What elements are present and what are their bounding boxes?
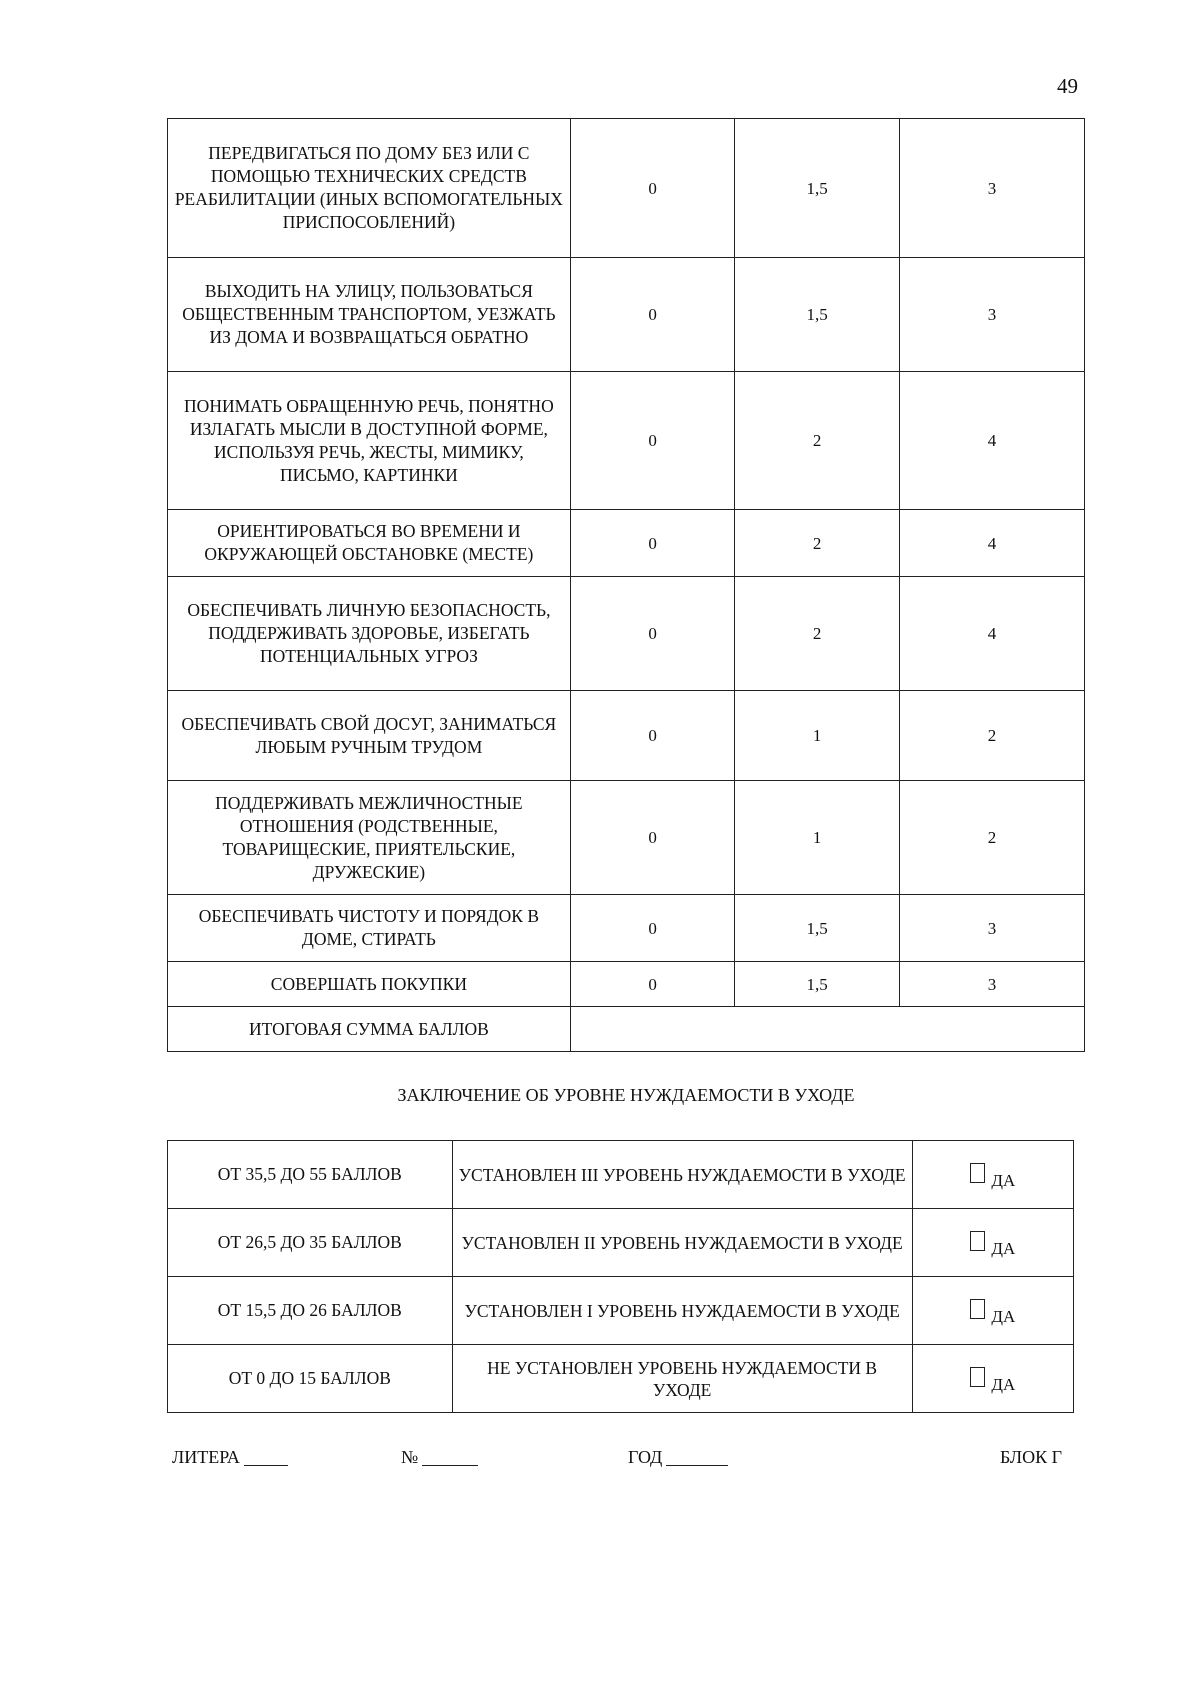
- yes-label: ДА: [991, 1306, 1016, 1326]
- yes-label: ДА: [991, 1374, 1016, 1394]
- activity-row: [168, 372, 1085, 510]
- year-label: ГОД: [628, 1447, 663, 1467]
- score-cell-2: 1,5: [735, 258, 900, 372]
- care-level-row: [168, 1345, 1074, 1413]
- activity-row: [168, 895, 1085, 962]
- activity-label: СОВЕРШАТЬ ПОКУПКИ: [168, 962, 571, 1007]
- total-value-field[interactable]: [570, 1007, 1084, 1052]
- litera-blank[interactable]: [244, 1447, 288, 1466]
- score-cell-2: 1,5: [735, 962, 900, 1007]
- yes-checkbox-cell[interactable]: [912, 1345, 1073, 1413]
- conclusion-title: ЗАКЛЮЧЕНИЕ ОБ УРОВНЕ НУЖДАЕМОСТИ В УХОДЕ: [397, 1085, 855, 1105]
- total-label: ИТОГОВАЯ СУММА БАЛЛОВ: [168, 1007, 571, 1052]
- activity-row: [168, 258, 1085, 372]
- score-cell-1: 0: [570, 962, 735, 1007]
- checkbox-icon[interactable]: [970, 1163, 985, 1183]
- checkbox-icon[interactable]: [970, 1367, 985, 1387]
- score-range: ОТ 15,5 ДО 26 БАЛЛОВ: [168, 1277, 453, 1345]
- score-cell-3: 3: [899, 895, 1084, 962]
- score-range: ОТ 26,5 ДО 35 БАЛЛОВ: [168, 1209, 453, 1277]
- yes-label: ДА: [991, 1238, 1016, 1258]
- activity-label: ОБЕСПЕЧИВАТЬ СВОЙ ДОСУГ, ЗАНИМАТЬСЯ ЛЮБЫМ РУЧНЫМ ТРУДОМ: [168, 691, 571, 781]
- form-footer: [172, 1447, 1074, 1477]
- score-cell-1: 0: [570, 119, 735, 258]
- care-level-row: [168, 1141, 1074, 1209]
- score-cell-3: 3: [899, 962, 1084, 1007]
- activity-label: ВЫХОДИТЬ НА УЛИЦУ, ПОЛЬЗОВАТЬСЯ ОБЩЕСТВЕННЫМ ТРАНСПОРТОМ, УЕЗЖАТЬ ИЗ ДОМА И ВОЗВРАЩАТЬСЯ ОБРАТНО: [168, 258, 571, 372]
- score-cell-1: 0: [570, 258, 735, 372]
- score-cell-2: 1,5: [735, 119, 900, 258]
- score-cell-3: 3: [899, 119, 1084, 258]
- year-blank[interactable]: [666, 1447, 728, 1466]
- care-level-text: УСТАНОВЛЕН II УРОВЕНЬ НУЖДАЕМОСТИ В УХОДЕ: [452, 1209, 912, 1277]
- yes-checkbox-cell[interactable]: [912, 1209, 1073, 1277]
- number-field[interactable]: [401, 1447, 478, 1468]
- activity-label: ПЕРЕДВИГАТЬСЯ ПО ДОМУ БЕЗ ИЛИ С ПОМОЩЬЮ ТЕХНИЧЕСКИХ СРЕДСТВ РЕАБИЛИТАЦИИ (ИНЫХ ВСПОМОГАТЕЛЬНЫХ ПРИСПОСОБЛЕНИЙ): [168, 119, 571, 258]
- care-level-row: [168, 1277, 1074, 1345]
- score-cell-2: 2: [735, 372, 900, 510]
- score-cell-1: 0: [570, 781, 735, 895]
- score-cell-1: 0: [570, 895, 735, 962]
- score-cell-3: 2: [899, 691, 1084, 781]
- checkbox-icon[interactable]: [970, 1231, 985, 1251]
- score-range: ОТ 35,5 ДО 55 БАЛЛОВ: [168, 1141, 453, 1209]
- score-cell-1: 0: [570, 372, 735, 510]
- care-level-text: УСТАНОВЛЕН I УРОВЕНЬ НУЖДАЕМОСТИ В УХОДЕ: [452, 1277, 912, 1345]
- score-cell-3: 4: [899, 510, 1084, 577]
- activity-label: ПОНИМАТЬ ОБРАЩЕННУЮ РЕЧЬ, ПОНЯТНО ИЗЛАГАТЬ МЫСЛИ В ДОСТУПНОЙ ФОРМЕ, ИСПОЛЬЗУЯ РЕЧЬ, ЖЕСТЫ, МИМИКУ, ПИСЬМО, КАРТИНКИ: [168, 372, 571, 510]
- score-cell-1: 0: [570, 691, 735, 781]
- care-level-text: УСТАНОВЛЕН III УРОВЕНЬ НУЖДАЕМОСТИ В УХОДЕ: [452, 1141, 912, 1209]
- number-blank[interactable]: [422, 1447, 478, 1466]
- score-cell-2: 1: [735, 691, 900, 781]
- score-cell-3: 2: [899, 781, 1084, 895]
- care-level-row: [168, 1209, 1074, 1277]
- score-cell-1: 0: [570, 510, 735, 577]
- activity-label: ПОДДЕРЖИВАТЬ МЕЖЛИЧНОСТНЫЕ ОТНОШЕНИЯ (РОДСТВЕННЫЕ, ТОВАРИЩЕСКИЕ, ПРИЯТЕЛЬСКИЕ, ДРУЖЕСКИЕ): [168, 781, 571, 895]
- activity-label: ОРИЕНТИРОВАТЬСЯ ВО ВРЕМЕНИ И ОКРУЖАЮЩЕЙ ОБСТАНОВКЕ (МЕСТЕ): [168, 510, 571, 577]
- care-level-text: НЕ УСТАНОВЛЕН УРОВЕНЬ НУЖДАЕМОСТИ В УХОДЕ: [452, 1345, 912, 1413]
- activity-row: [168, 962, 1085, 1007]
- activity-label: ОБЕСПЕЧИВАТЬ ЛИЧНУЮ БЕЗОПАСНОСТЬ, ПОДДЕРЖИВАТЬ ЗДОРОВЬЕ, ИЗБЕГАТЬ ПОТЕНЦИАЛЬНЫХ УГРОЗ: [168, 577, 571, 691]
- block-label: БЛОК Г: [1000, 1447, 1063, 1467]
- score-cell-3: 3: [899, 258, 1084, 372]
- score-cell-3: 4: [899, 577, 1084, 691]
- total-row: [168, 1007, 1085, 1052]
- page-number: 49: [1057, 74, 1078, 98]
- score-cell-2: 2: [735, 510, 900, 577]
- care-level-table: [167, 1140, 1074, 1413]
- number-label: №: [401, 1447, 419, 1467]
- year-field[interactable]: [628, 1447, 728, 1468]
- score-cell-2: 1,5: [735, 895, 900, 962]
- activity-label: ОБЕСПЕЧИВАТЬ ЧИСТОТУ И ПОРЯДОК В ДОМЕ, СТИРАТЬ: [168, 895, 571, 962]
- score-cell-2: 1: [735, 781, 900, 895]
- activity-row: [168, 691, 1085, 781]
- score-range: ОТ 0 ДО 15 БАЛЛОВ: [168, 1345, 453, 1413]
- activity-row: [168, 577, 1085, 691]
- activity-row: [168, 781, 1085, 895]
- score-cell-3: 4: [899, 372, 1084, 510]
- yes-checkbox-cell[interactable]: [912, 1277, 1073, 1345]
- checkbox-icon[interactable]: [970, 1299, 985, 1319]
- litera-field[interactable]: [172, 1447, 288, 1468]
- score-cell-1: 0: [570, 577, 735, 691]
- activity-row: [168, 510, 1085, 577]
- yes-checkbox-cell[interactable]: [912, 1141, 1073, 1209]
- score-cell-2: 2: [735, 577, 900, 691]
- yes-label: ДА: [991, 1170, 1016, 1190]
- activity-row: [168, 119, 1085, 258]
- litera-label: ЛИТЕРА: [172, 1447, 240, 1467]
- activity-score-table: [167, 118, 1085, 1052]
